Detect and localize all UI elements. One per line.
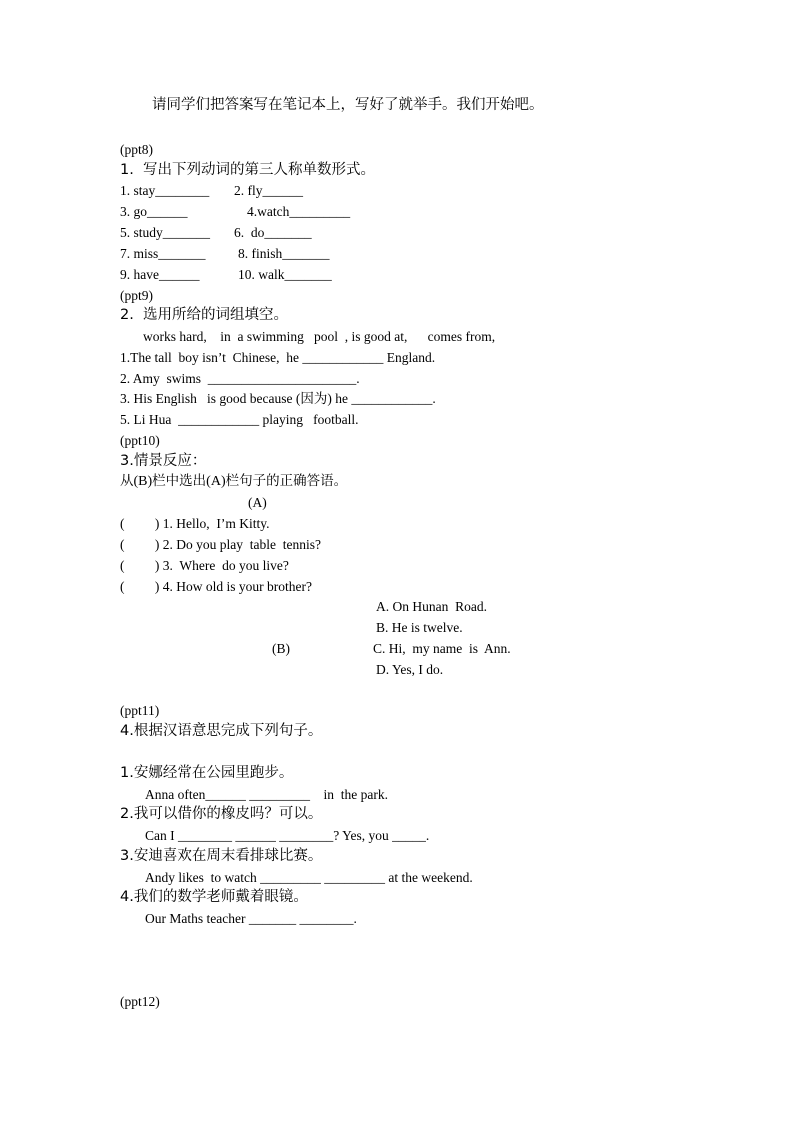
verb-item: 10. walk_______	[238, 267, 332, 282]
section-1-ppt-label: (ppt8)	[120, 142, 153, 157]
translate-answer: Anna often______ _________ in the park.	[145, 787, 388, 802]
verb-item: 8. finish_______	[238, 246, 330, 261]
section-3-ppt-label: (ppt10)	[120, 433, 160, 448]
column-b-label: (B)	[272, 641, 290, 656]
section-2-title: 2. 选用所给的词组填空。	[120, 307, 289, 323]
fill-question: 5. Li Hua ____________ playing football.	[120, 412, 359, 427]
column-a-label: (A)	[248, 495, 267, 510]
verb-item: 7. miss_______	[120, 246, 206, 261]
verb-item: 4.watch_________	[247, 204, 351, 219]
fill-question: 1.The tall boy isn’t Chinese, he ____________ England.	[120, 350, 436, 365]
fill-question: 2. Amy swims ______________________.	[120, 371, 360, 386]
match-answer: C. Hi, my name is Ann.	[373, 641, 511, 656]
section-3-instruction: 从(B)栏中选出(A)栏句子的正确答语。	[120, 473, 348, 489]
match-answer: A. On Hunan Road.	[376, 599, 487, 614]
translate-prompt: 2.我可以借你的橡皮吗？可以。	[120, 806, 323, 822]
verb-item: 1. stay________	[120, 183, 210, 198]
phrase-bank: works hard, in a swimming pool , is good at, comes from,	[143, 329, 496, 344]
translate-prompt: 1.安娜经常在公园里跑步。	[120, 765, 294, 781]
match-question: ( ) 1. Hello, I’m Kitty.	[120, 516, 270, 531]
verb-item: 6. do_______	[234, 225, 312, 240]
translate-prompt: 4.我们的数学老师戴着眼镜。	[120, 889, 308, 905]
section-5-ppt-label: (ppt12)	[120, 994, 160, 1009]
section-3-title: 3.情景反应：	[120, 453, 207, 469]
translate-answer: Can I ________ ______ ________? Yes, you _____.	[145, 828, 430, 843]
translate-answer: Andy likes to watch _________ _________ at the weekend.	[145, 870, 473, 885]
section-1-title: 1. 写出下列动词的第三人称单数形式。	[120, 162, 376, 178]
match-question: ( ) 2. Do you play table tennis?	[120, 537, 321, 552]
match-question: ( ) 3. Where do you live?	[120, 558, 289, 573]
match-answer: D. Yes, I do.	[376, 662, 444, 677]
match-answer: B. He is twelve.	[376, 620, 463, 635]
translate-prompt: 3.安迪喜欢在周末看排球比赛。	[120, 848, 323, 864]
section-4-title: 4.根据汉语意思完成下列句子。	[120, 723, 323, 739]
section-2-ppt-label: (ppt9)	[120, 288, 153, 303]
verb-item: 3. go______	[120, 204, 188, 219]
fill-question: 3. His English is good because (因为) he ____________.	[120, 391, 436, 407]
translate-answer: Our Maths teacher _______ ________.	[145, 911, 357, 926]
section-4-ppt-label: (ppt11)	[120, 703, 160, 718]
verb-item: 5. study_______	[120, 225, 211, 240]
verb-item: 9. have______	[120, 267, 200, 282]
intro-text: 请同学们把答案写在笔记本上，写好了就举手。我们开始吧。	[152, 97, 544, 113]
match-question: ( ) 4. How old is your brother?	[120, 579, 312, 594]
verb-item: 2. fly______	[234, 183, 303, 198]
